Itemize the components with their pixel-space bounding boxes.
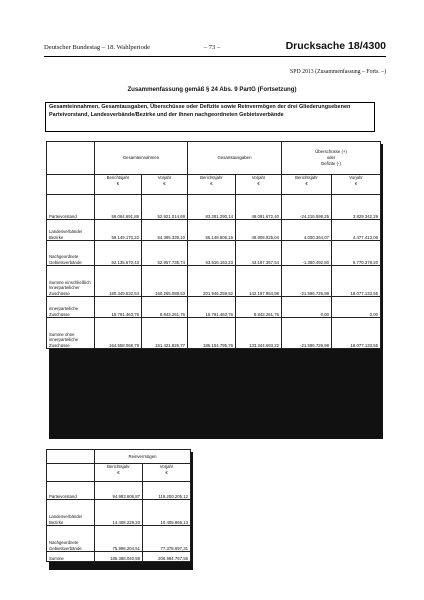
table1-group-header: Überschüsse (+) oder Defizite (-) [282, 142, 381, 175]
table2-subheader-row [47, 464, 191, 482]
drucksache-label: Drucksache 18/ [285, 40, 363, 52]
table-row [47, 526, 191, 552]
table-cell: 94.983.606,87 [95, 482, 143, 500]
table-cell: 8.843.261,76 [236, 297, 282, 318]
table-cell: 52.957.735,74 [142, 241, 188, 266]
table-cell: 8.843.261,76 [142, 297, 188, 318]
table-cell: 3.829.342,29 [332, 195, 381, 220]
document-subheader: SPD 2013 (Zusammenfassung – Forts. –) [290, 69, 386, 75]
row-label: Landesverbände/ Bezirke [47, 500, 95, 526]
table-cell: 49.091.672,40 [236, 195, 282, 220]
summary-table [46, 141, 381, 349]
row-label: Parteivorstand [47, 195, 95, 220]
table1-column-header: Vorjahr € [142, 175, 188, 195]
table-cell: 15.791.463,76 [95, 297, 142, 318]
table-cell: 133.344.693,22 [236, 318, 282, 349]
table-cell: 18.077.133,55 [332, 318, 381, 349]
table-row [47, 318, 381, 349]
table-cell: 14.408.229,20 [95, 500, 143, 526]
table1-group-header-row [47, 142, 381, 175]
header-rule [44, 56, 386, 57]
table1-group-header: Gesamteinnahmen [95, 142, 188, 175]
table1-corner-cell [47, 142, 95, 175]
table2-corner-cell [47, 450, 95, 464]
table-cell: 0,00 [282, 297, 332, 318]
table-cell: 54.395.339,10 [142, 220, 188, 241]
table1-column-header: Vorjahr € [236, 175, 282, 195]
table2-column-header: Vorjahr € [143, 464, 191, 482]
row-label: Summe [47, 552, 95, 562]
table1-group-header: Gesamtausgaben [188, 142, 282, 175]
table-cell: 142.187.954,98 [236, 266, 282, 297]
table-cell: 49.908.925,04 [236, 220, 282, 241]
table-cell: 186.154.795,76 [188, 318, 236, 349]
table1-corner-cell [47, 175, 95, 195]
table2-column-header: Berichtsjahr € [95, 464, 143, 482]
table-cell: 43.187.357,54 [236, 241, 282, 266]
table1-column-header: Berichtsjahr € [188, 175, 236, 195]
table-cell: 62.135.670,43 [95, 241, 142, 266]
running-header-left: Deutscher Bundestag – 18. Wahlperiode [44, 44, 151, 51]
table-cell: 151.421.826,77 [142, 318, 188, 349]
table-cell: 201.946.259,52 [188, 266, 236, 297]
section-caption-box: Gesamteinnahmen, Gesamtausgaben, Überschüsse oder Defizite sowie Reinvermögen der drei Gliederungsebenen Parteivorstand, Landesverbände/Bezirke und der ihnen nachgeordneten Gebietsverbände [45, 102, 375, 132]
drucksache-value: 4300 [362, 40, 386, 52]
table-cell: 55.148.806,15 [188, 220, 236, 241]
table-cell: 63.516.163,23 [188, 241, 236, 266]
table-row [47, 482, 191, 500]
row-label: Nachgeordnete Gebietsverbände [47, 241, 95, 266]
table-cell: 119.200.205,12 [143, 482, 191, 500]
table-cell: 18.077.133,55 [332, 266, 381, 297]
table2-corner-cell [47, 464, 95, 482]
table-row [47, 220, 381, 241]
row-label: Parteivorstand [47, 482, 95, 500]
table-cell: 0,00 [332, 297, 381, 318]
table-cell: 160.265.088,53 [142, 266, 188, 297]
row-label: innerparteiliche Zuschüsse [47, 297, 95, 318]
page-number: – 73 – [203, 44, 221, 51]
table-cell: 83.281.290,14 [188, 195, 236, 220]
table1-column-header: Berichtsjahr € [95, 175, 142, 195]
table-cell: 59.064.691,89 [95, 195, 142, 220]
table-cell: -24.216.598,25 [282, 195, 332, 220]
table-cell: 206.984.767,56 [143, 552, 191, 562]
table-row [47, 195, 381, 220]
reinvermoegen-table [46, 449, 191, 562]
table-cell: 4.000.364,07 [282, 220, 332, 241]
table-row [47, 552, 191, 562]
table-cell: 4.477.413,06 [332, 220, 381, 241]
table-cell: 10.405.865,13 [143, 500, 191, 526]
table-cell: 185.388.040,58 [95, 552, 143, 562]
table-row [47, 266, 381, 297]
table-cell: -1.380.492,80 [282, 241, 332, 266]
page-title: Zusammenfassung gemäß § 24 Abs. 9 PartG (Fortsetzung) [127, 86, 297, 93]
table-cell: 77.378.697,31 [143, 526, 191, 552]
table-row [47, 241, 381, 266]
table-cell: 15.791.463,76 [188, 297, 236, 318]
table-cell: 52.921.014,69 [142, 195, 188, 220]
drucksache-number [286, 40, 386, 52]
row-label: Summe einschließlich innerparteilicher Zuschüsse [47, 266, 95, 297]
table-cell: 9.770.378,20 [332, 241, 381, 266]
table-cell: -21.596.726,98 [282, 318, 332, 349]
table1-column-header: Vorjahr € [332, 175, 381, 195]
row-label: Nachgeordnete Gebietsverbände [47, 526, 95, 552]
table-row [47, 297, 381, 318]
table2-group-header: Reinvermögen [95, 450, 191, 464]
row-label: Summe ohne innerparteiliche Zuschüsse [47, 318, 95, 349]
table-cell: 75.998.204,51 [95, 526, 143, 552]
table-row [47, 500, 191, 526]
table-cell: -21.596.726,98 [282, 266, 332, 297]
table1-subheader-row [47, 175, 381, 195]
table2-group-header-row [47, 450, 191, 464]
table-cell: 59.149.170,22 [95, 220, 142, 241]
table-cell: 164.558.068,78 [95, 318, 142, 349]
table1-column-header: Berichtsjahr € [282, 175, 332, 195]
table-cell: 180.349.532,54 [95, 266, 142, 297]
row-label: Landesverbände/ Bezirke [47, 220, 95, 241]
